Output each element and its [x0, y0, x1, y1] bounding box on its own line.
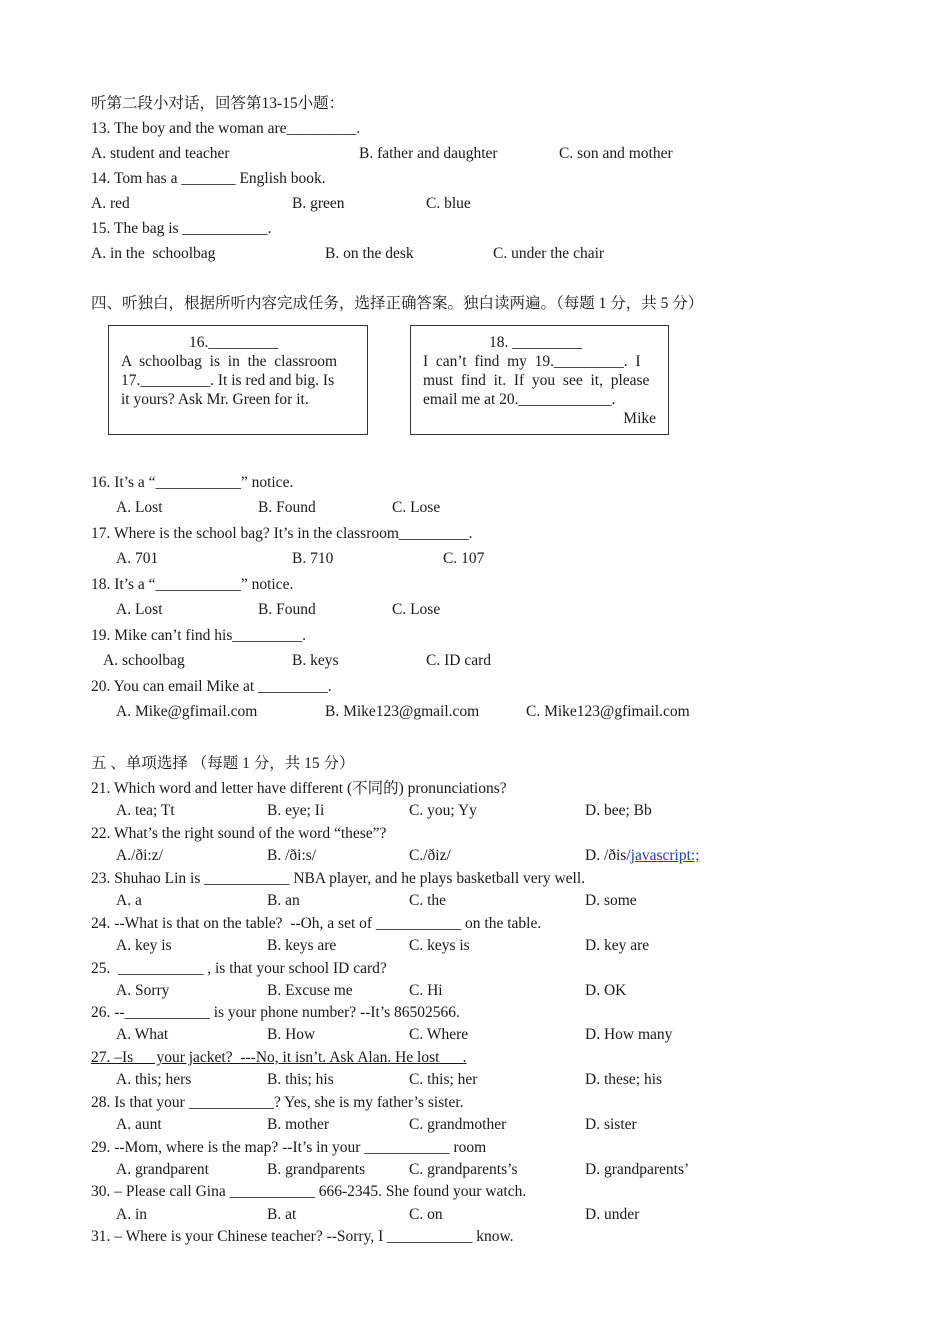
q24-option-c: C. keys is	[409, 937, 470, 954]
q26-option-c: C. Where	[409, 1026, 469, 1043]
question-21-stem: 21. Which word and letter have different (不同的) pronunciations?	[91, 780, 507, 797]
q25-option-b: B. Excuse me	[267, 982, 353, 999]
q29-option-c: C. grandparents’s	[409, 1161, 518, 1178]
notice-2-signature: Mike	[623, 410, 656, 427]
q29-option-b: B. grandparents	[267, 1161, 366, 1178]
q29-option-a: A. grandparent	[116, 1161, 209, 1178]
q25-option-c: C. Hi	[409, 982, 443, 999]
q16-option-b: B. Found	[258, 499, 316, 516]
q26-option-b: B. How	[267, 1026, 316, 1043]
notice-2-title: 18. _________	[489, 334, 582, 351]
q13-option-b: B. father and daughter	[359, 145, 498, 162]
q24-option-a: A. key is	[116, 937, 172, 954]
section-intro: 听第二段小对话，回答第13-15小题：	[91, 95, 345, 112]
question-13-stem: 13. The boy and the woman are_________.	[91, 120, 361, 137]
question-22-stem: 22. What’s the right sound of the word “these”?	[91, 825, 387, 842]
question-27-stem: 27. –Is your jacket? ---No, it isn’t. Ask Alan. He lost .	[91, 1049, 467, 1066]
q15-option-c: C. under the chair	[493, 245, 605, 262]
notice-1-line-1: A schoolbag is in the classroom	[121, 353, 338, 370]
question-28-stem: 28. Is that your ___________? Yes, she is my father’s sister.	[91, 1094, 464, 1111]
q19-option-c: C. ID card	[426, 652, 491, 669]
q16-option-a: A. Lost	[116, 499, 163, 516]
q24-option-b: B. keys are	[267, 937, 337, 954]
q23-option-b: B. an	[267, 892, 300, 909]
question-23-stem: 23. Shuhao Lin is ___________ NBA player, and he plays basketball very well.	[91, 870, 586, 887]
question-20-stem: 20. You can email Mike at _________.	[91, 678, 332, 695]
q25-option-d: D. OK	[585, 982, 627, 999]
q27-option-d: D. these; his	[585, 1071, 663, 1088]
q27-option-b: B. this; his	[267, 1071, 334, 1088]
q14-option-a: A. red	[91, 195, 130, 212]
q28-option-b: B. mother	[267, 1116, 329, 1133]
q16-option-c: C. Lose	[392, 499, 441, 516]
question-25-stem: 25. ___________ , is that your school ID card?	[91, 960, 387, 977]
question-18-stem: 18. It’s a “___________” notice.	[91, 576, 294, 593]
q17-option-c: C. 107	[443, 550, 485, 567]
section-5-title: 五 、单项选择 （每题 1 分，共 15 分）	[91, 755, 355, 772]
q19-option-a: A. schoolbag	[103, 652, 185, 669]
q28-option-c: C. grandmother	[409, 1116, 507, 1133]
q15-option-b: B. on the desk	[325, 245, 414, 262]
question-15-stem: 15. The bag is ___________.	[91, 220, 272, 237]
notice-2-line-1: I can’t find my 19._________. I	[423, 353, 641, 370]
q30-option-c: C. on	[409, 1206, 443, 1223]
q21-option-a: A. tea; Tt	[116, 802, 175, 819]
q13-option-a: A. student and teacher	[91, 145, 230, 162]
q23-option-a: A. a	[116, 892, 142, 909]
notice-1-line-2: 17._________. It is red and big. Is	[121, 372, 335, 389]
q20-option-a: A. Mike@gfimail.com	[116, 703, 258, 720]
notice-2-line-2: must find it. If you see it, please	[423, 372, 650, 389]
q30-option-b: B. at	[267, 1206, 297, 1223]
q13-option-c: C. son and mother	[559, 145, 673, 162]
q28-option-d: D. sister	[585, 1116, 637, 1133]
question-29-stem: 29. --Mom, where is the map? --It’s in your ___________ room	[91, 1139, 487, 1156]
q21-option-d: D. bee; Bb	[585, 802, 652, 819]
q21-option-b: B. eye; Ii	[267, 802, 325, 819]
q21-option-c: C. you; Yy	[409, 802, 477, 819]
q29-option-d: D. grandparents’	[585, 1161, 690, 1178]
q19-option-b: B. keys	[292, 652, 339, 669]
question-24-stem: 24. --What is that on the table? --Oh, a set of ___________ on the table.	[91, 915, 542, 932]
q26-option-a: A. What	[116, 1026, 169, 1043]
question-14-stem: 14. Tom has a _______ English book.	[91, 170, 326, 187]
question-19-stem: 19. Mike can’t find his_________.	[91, 627, 306, 644]
question-17-stem: 17. Where is the school bag? It’s in the classroom_________.	[91, 525, 473, 542]
q14-option-c: C. blue	[426, 195, 471, 212]
question-16-stem: 16. It’s a “___________” notice.	[91, 474, 294, 491]
notice-1-line-3: it yours? Ask Mr. Green for it.	[121, 391, 309, 408]
q25-option-a: A. Sorry	[116, 982, 170, 999]
q18-option-b: B. Found	[258, 601, 316, 618]
q22-option-d	[585, 848, 700, 864]
notice-2-line-3: email me at 20.____________.	[423, 391, 616, 408]
q28-option-a: A. aunt	[116, 1116, 162, 1133]
q17-option-a: A. 701	[116, 550, 159, 567]
q24-option-d: D. key are	[585, 937, 650, 954]
section-4-title: 四、听独白，根据所听内容完成任务，选择正确答案。独白读两遍。（每题 1 分，共 5 分）	[91, 295, 704, 312]
q30-option-a: A. in	[116, 1206, 147, 1223]
q14-option-b: B. green	[292, 195, 345, 212]
notice-1-title: 16._________	[189, 334, 279, 351]
q18-option-c: C. Lose	[392, 601, 441, 618]
q20-option-c: C. Mike123@gfimail.com	[526, 703, 690, 720]
question-30-stem: 30. – Please call Gina ___________ 666-2345. She found your watch.	[91, 1183, 527, 1200]
q30-option-d: D. under	[585, 1206, 640, 1223]
q22-link[interactable]: javascript:;	[630, 847, 700, 864]
q22-option-c: C./ðiz/	[409, 847, 451, 864]
q18-option-a: A. Lost	[116, 601, 163, 618]
question-31-stem: 31. – Where is your Chinese teacher? --Sorry, I ___________ know.	[91, 1228, 514, 1245]
q27-option-a: A. this; hers	[116, 1071, 192, 1088]
q22-option-a: A./ði:z/	[116, 847, 163, 864]
notice-box-lost	[410, 325, 669, 435]
q23-option-c: C. the	[409, 892, 447, 909]
q17-option-b: B. 710	[292, 550, 334, 567]
q22-option-d-text: D. /ðis/	[585, 847, 631, 864]
q23-option-d: D. some	[585, 892, 637, 909]
q26-option-d: D. How many	[585, 1026, 673, 1043]
q15-option-a: A. in the schoolbag	[91, 245, 216, 262]
notice-box-found	[108, 325, 368, 435]
q22-option-b: B. /ði:s/	[267, 847, 317, 864]
q27-option-c: C. this; her	[409, 1071, 478, 1088]
q20-option-b: B. Mike123@gmail.com	[325, 703, 480, 720]
question-26-stem: 26. --___________ is your phone number? --It’s 86502566.	[91, 1004, 460, 1021]
